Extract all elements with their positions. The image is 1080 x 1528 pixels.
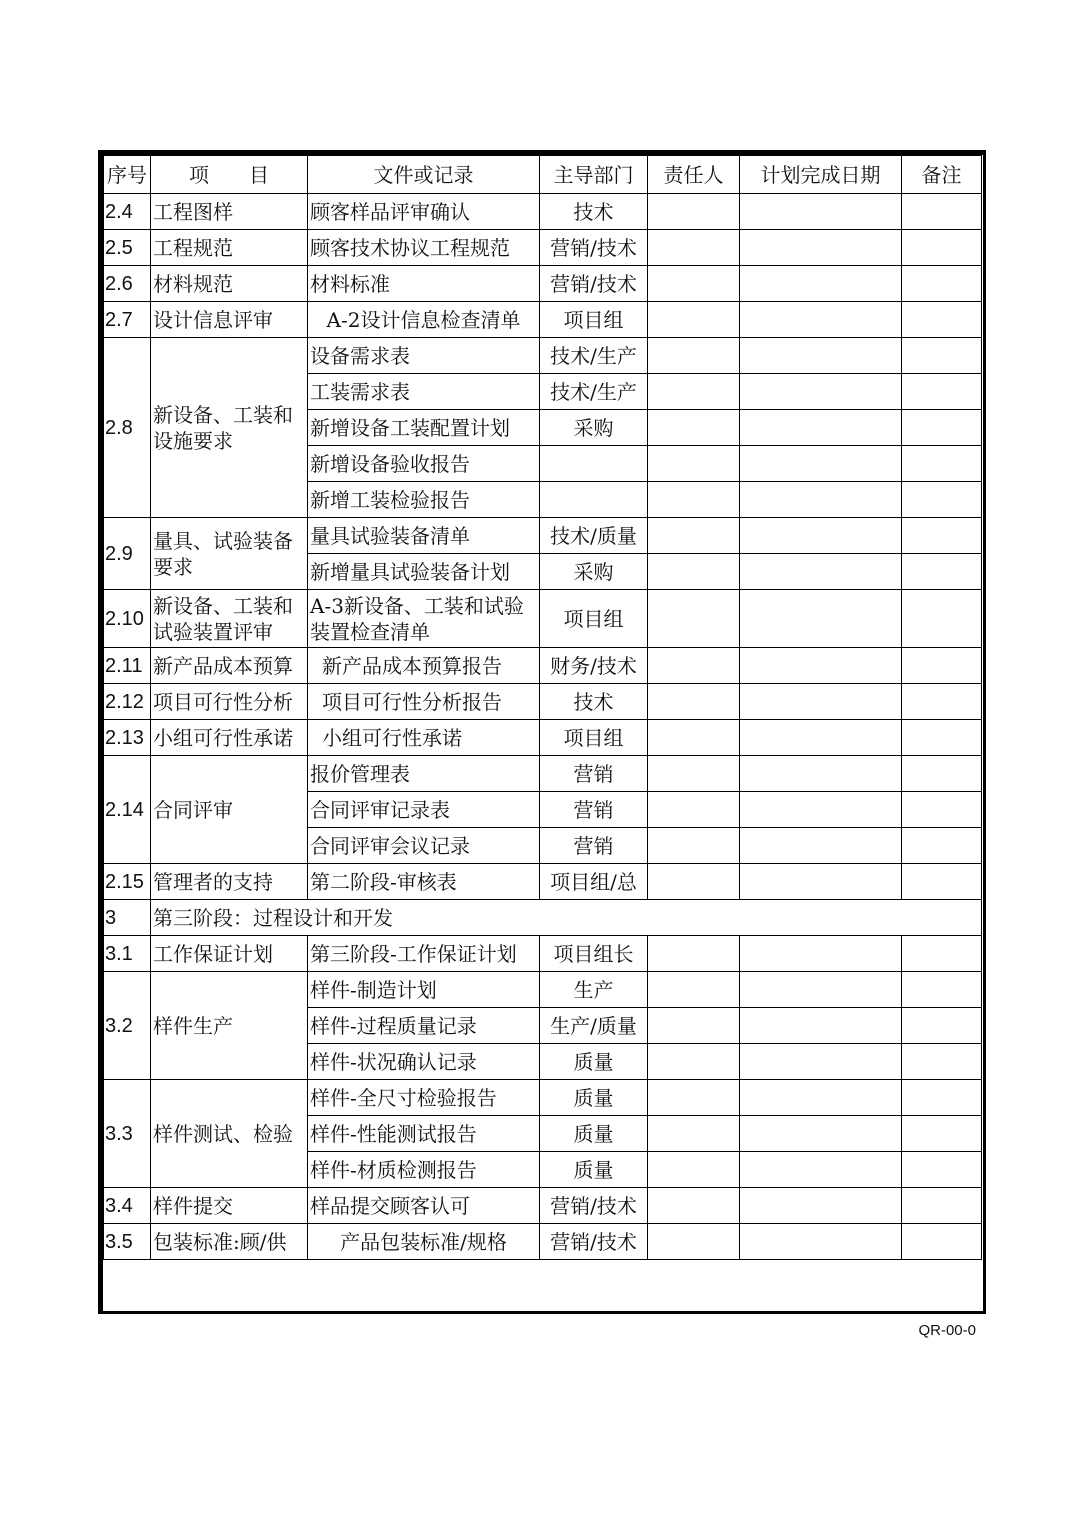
remarks-cell[interactable]	[902, 1224, 982, 1260]
remarks-cell[interactable]	[902, 410, 982, 446]
row-department: 采购	[540, 410, 648, 446]
row-item: 包装标准:顾/供	[151, 1224, 308, 1260]
header-cell: 主导部门	[540, 156, 648, 194]
responsible-cell[interactable]	[648, 590, 740, 648]
remarks-cell[interactable]	[902, 720, 982, 756]
row-document: 样件-全尺寸检验报告	[308, 1080, 540, 1116]
plan-date-cell[interactable]	[740, 792, 902, 828]
responsible-cell[interactable]	[648, 554, 740, 590]
row-number: 2.10	[104, 590, 151, 648]
remarks-cell[interactable]	[902, 302, 982, 338]
row-number: 2.13	[104, 720, 151, 756]
responsible-cell[interactable]	[648, 648, 740, 684]
row-item: 样件提交	[151, 1188, 308, 1224]
row-number: 3.1	[104, 936, 151, 972]
row-item: 材料规范	[151, 266, 308, 302]
plan-date-cell[interactable]	[740, 482, 902, 518]
table-row	[104, 972, 982, 1008]
plan-date-cell[interactable]	[740, 936, 902, 972]
row-document: 报价管理表	[308, 756, 540, 792]
row-number: 2.9	[104, 518, 151, 590]
responsible-cell[interactable]	[648, 230, 740, 266]
responsible-cell[interactable]	[648, 266, 740, 302]
row-department: 采购	[540, 554, 648, 590]
row-document: 第三阶段-工作保证计划	[308, 936, 540, 972]
row-document: 材料标准	[308, 266, 540, 302]
row-document: 顾客样品评审确认	[308, 194, 540, 230]
plan-date-cell[interactable]	[740, 374, 902, 410]
table-row	[104, 266, 982, 302]
row-document: 样件-性能测试报告	[308, 1116, 540, 1152]
remarks-cell[interactable]	[902, 230, 982, 266]
remarks-cell[interactable]	[902, 648, 982, 684]
remarks-cell[interactable]	[902, 1188, 982, 1224]
row-number: 3.3	[104, 1080, 151, 1188]
table-row	[104, 684, 982, 720]
row-document: 新产品成本预算报告	[308, 648, 540, 684]
responsible-cell[interactable]	[648, 518, 740, 554]
row-department: 质量	[540, 1044, 648, 1080]
plan-date-cell[interactable]	[740, 194, 902, 230]
row-number: 2.8	[104, 338, 151, 518]
remarks-cell[interactable]	[902, 554, 982, 590]
responsible-cell[interactable]	[648, 194, 740, 230]
plan-date-cell[interactable]	[740, 720, 902, 756]
plan-date-cell[interactable]	[740, 1080, 902, 1116]
row-document: 产品包装标准/规格	[308, 1224, 540, 1260]
remarks-cell[interactable]	[902, 1152, 982, 1188]
row-item: 设计信息评审	[151, 302, 308, 338]
row-document: 工装需求表	[308, 374, 540, 410]
row-item: 样件生产	[151, 972, 308, 1080]
row-department: 营销/技术	[540, 266, 648, 302]
table-row	[104, 1224, 982, 1260]
plan-date-cell[interactable]	[740, 1044, 902, 1080]
plan-date-cell[interactable]	[740, 230, 902, 266]
row-document: 样品提交顾客认可	[308, 1188, 540, 1224]
row-number: 2.15	[104, 864, 151, 900]
table-row	[104, 1188, 982, 1224]
header-cell: 备注	[902, 156, 982, 194]
remarks-cell[interactable]	[902, 518, 982, 554]
remarks-cell[interactable]	[902, 338, 982, 374]
row-document: 新增量具试验装备计划	[308, 554, 540, 590]
row-department: 营销/技术	[540, 1188, 648, 1224]
row-number: 2.5	[104, 230, 151, 266]
row-department: 营销	[540, 756, 648, 792]
row-document: 样件-材质检测报告	[308, 1152, 540, 1188]
remarks-cell[interactable]	[902, 1080, 982, 1116]
responsible-cell[interactable]	[648, 446, 740, 482]
responsible-cell[interactable]	[648, 756, 740, 792]
responsible-cell[interactable]	[648, 828, 740, 864]
row-document: 新增工装检验报告	[308, 482, 540, 518]
row-department: 技术	[540, 684, 648, 720]
responsible-cell[interactable]	[648, 1224, 740, 1260]
responsible-cell[interactable]	[648, 374, 740, 410]
responsible-cell[interactable]	[648, 936, 740, 972]
plan-date-cell[interactable]	[740, 756, 902, 792]
row-department: 项目组	[540, 302, 648, 338]
row-document: 新增设备工装配置计划	[308, 410, 540, 446]
row-item: 量具、试验装备要求	[151, 518, 308, 590]
header-cell: 文件或记录	[308, 156, 540, 194]
row-item: 小组可行性承诺	[151, 720, 308, 756]
responsible-cell[interactable]	[648, 864, 740, 900]
plan-table	[103, 155, 982, 1260]
responsible-cell[interactable]	[648, 1008, 740, 1044]
section-row	[104, 900, 982, 936]
plan-date-cell[interactable]	[740, 648, 902, 684]
remarks-cell[interactable]	[902, 972, 982, 1008]
table-row	[104, 648, 982, 684]
row-document: 样件-制造计划	[308, 972, 540, 1008]
remarks-cell[interactable]	[902, 266, 982, 302]
row-item: 新设备、工装和试验装置评审	[151, 590, 308, 648]
plan-date-cell[interactable]	[740, 972, 902, 1008]
row-department: 质量	[540, 1116, 648, 1152]
row-document: 项目可行性分析报告	[308, 684, 540, 720]
row-department: 项目组	[540, 590, 648, 648]
remarks-cell[interactable]	[902, 446, 982, 482]
remarks-cell[interactable]	[902, 936, 982, 972]
header-cell: 序号	[104, 156, 151, 194]
row-department: 质量	[540, 1080, 648, 1116]
row-item: 工作保证计划	[151, 936, 308, 972]
plan-date-cell[interactable]	[740, 338, 902, 374]
plan-date-cell[interactable]	[740, 864, 902, 900]
plan-date-cell[interactable]	[740, 1188, 902, 1224]
remarks-cell[interactable]	[902, 590, 982, 648]
table-header-row	[104, 156, 982, 194]
row-department: 营销/技术	[540, 230, 648, 266]
plan-date-cell[interactable]	[740, 518, 902, 554]
row-document: A-3新设备、工装和试验装置检查清单	[308, 590, 540, 648]
row-department	[540, 482, 648, 518]
row-department: 项目组/总	[540, 864, 648, 900]
row-item: 新设备、工装和设施要求	[151, 338, 308, 518]
remarks-cell[interactable]	[902, 1008, 982, 1044]
responsible-cell[interactable]	[648, 482, 740, 518]
row-item: 工程规范	[151, 230, 308, 266]
table-row	[104, 720, 982, 756]
plan-date-cell[interactable]	[740, 828, 902, 864]
row-document: 新增设备验收报告	[308, 446, 540, 482]
row-document: 合同评审会议记录	[308, 828, 540, 864]
remarks-cell[interactable]	[902, 828, 982, 864]
form-code: QR-00-0	[918, 1322, 976, 1339]
table-row	[104, 518, 982, 554]
responsible-cell[interactable]	[648, 720, 740, 756]
row-department: 生产	[540, 972, 648, 1008]
plan-date-cell[interactable]	[740, 1008, 902, 1044]
row-document: 第二阶段-审核表	[308, 864, 540, 900]
row-number: 3.4	[104, 1188, 151, 1224]
table-row	[104, 756, 982, 792]
table-row	[104, 936, 982, 972]
row-item: 新产品成本预算	[151, 648, 308, 684]
header-cell: 责任人	[648, 156, 740, 194]
remarks-cell[interactable]	[902, 756, 982, 792]
row-number: 2.6	[104, 266, 151, 302]
responsible-cell[interactable]	[648, 1188, 740, 1224]
row-document: 设备需求表	[308, 338, 540, 374]
row-department: 技术/生产	[540, 374, 648, 410]
row-document: 量具试验装备清单	[308, 518, 540, 554]
row-department: 营销/技术	[540, 1224, 648, 1260]
table-row	[104, 230, 982, 266]
plan-date-cell[interactable]	[740, 1152, 902, 1188]
row-department: 营销	[540, 792, 648, 828]
row-number: 2.12	[104, 684, 151, 720]
row-department: 财务/技术	[540, 648, 648, 684]
table-row	[104, 194, 982, 230]
row-document: 样件-过程质量记录	[308, 1008, 540, 1044]
responsible-cell[interactable]	[648, 1152, 740, 1188]
row-department: 项目组长	[540, 936, 648, 972]
section-title: 第三阶段：过程设计和开发	[151, 900, 982, 936]
table-row	[104, 302, 982, 338]
row-item: 管理者的支持	[151, 864, 308, 900]
responsible-cell[interactable]	[648, 410, 740, 446]
responsible-cell[interactable]	[648, 338, 740, 374]
header-cell: 计划完成日期	[740, 156, 902, 194]
remarks-cell[interactable]	[902, 684, 982, 720]
table-row	[104, 590, 982, 648]
table-row	[104, 338, 982, 374]
plan-date-cell[interactable]	[740, 684, 902, 720]
row-department: 质量	[540, 1152, 648, 1188]
row-item: 工程图样	[151, 194, 308, 230]
row-document: 小组可行性承诺	[308, 720, 540, 756]
row-department: 项目组	[540, 720, 648, 756]
row-number: 3.5	[104, 1224, 151, 1260]
plan-date-cell[interactable]	[740, 446, 902, 482]
row-department: 技术	[540, 194, 648, 230]
plan-date-cell[interactable]	[740, 410, 902, 446]
remarks-cell[interactable]	[902, 864, 982, 900]
responsible-cell[interactable]	[648, 302, 740, 338]
plan-date-cell[interactable]	[740, 590, 902, 648]
row-department: 技术/生产	[540, 338, 648, 374]
row-department: 生产/质量	[540, 1008, 648, 1044]
remarks-cell[interactable]	[902, 374, 982, 410]
row-document: 顾客技术协议工程规范	[308, 230, 540, 266]
row-number: 2.11	[104, 648, 151, 684]
plan-date-cell[interactable]	[740, 266, 902, 302]
responsible-cell[interactable]	[648, 1044, 740, 1080]
remarks-cell[interactable]	[902, 194, 982, 230]
row-department: 营销	[540, 828, 648, 864]
plan-date-cell[interactable]	[740, 302, 902, 338]
responsible-cell[interactable]	[648, 1080, 740, 1116]
remarks-cell[interactable]	[902, 792, 982, 828]
row-department: 技术/质量	[540, 518, 648, 554]
table-row	[104, 864, 982, 900]
responsible-cell[interactable]	[648, 684, 740, 720]
plan-date-cell[interactable]	[740, 1116, 902, 1152]
row-number: 3.2	[104, 972, 151, 1080]
row-number: 2.4	[104, 194, 151, 230]
responsible-cell[interactable]	[648, 792, 740, 828]
row-document: 样件-状况确认记录	[308, 1044, 540, 1080]
table-row	[104, 1080, 982, 1116]
plan-date-cell[interactable]	[740, 1224, 902, 1260]
row-document: 合同评审记录表	[308, 792, 540, 828]
responsible-cell[interactable]	[648, 1116, 740, 1152]
plan-date-cell[interactable]	[740, 554, 902, 590]
row-item: 项目可行性分析	[151, 684, 308, 720]
row-document: A-2设计信息检查清单	[308, 302, 540, 338]
row-number: 2.7	[104, 302, 151, 338]
row-item: 样件测试、检验	[151, 1080, 308, 1188]
section-number: 3	[104, 900, 151, 936]
remarks-cell[interactable]	[902, 1044, 982, 1080]
row-item: 合同评审	[151, 756, 308, 864]
row-department	[540, 446, 648, 482]
header-cell: 项 目	[151, 156, 308, 194]
responsible-cell[interactable]	[648, 972, 740, 1008]
remarks-cell[interactable]	[902, 1116, 982, 1152]
remarks-cell[interactable]	[902, 482, 982, 518]
row-number: 2.14	[104, 756, 151, 864]
